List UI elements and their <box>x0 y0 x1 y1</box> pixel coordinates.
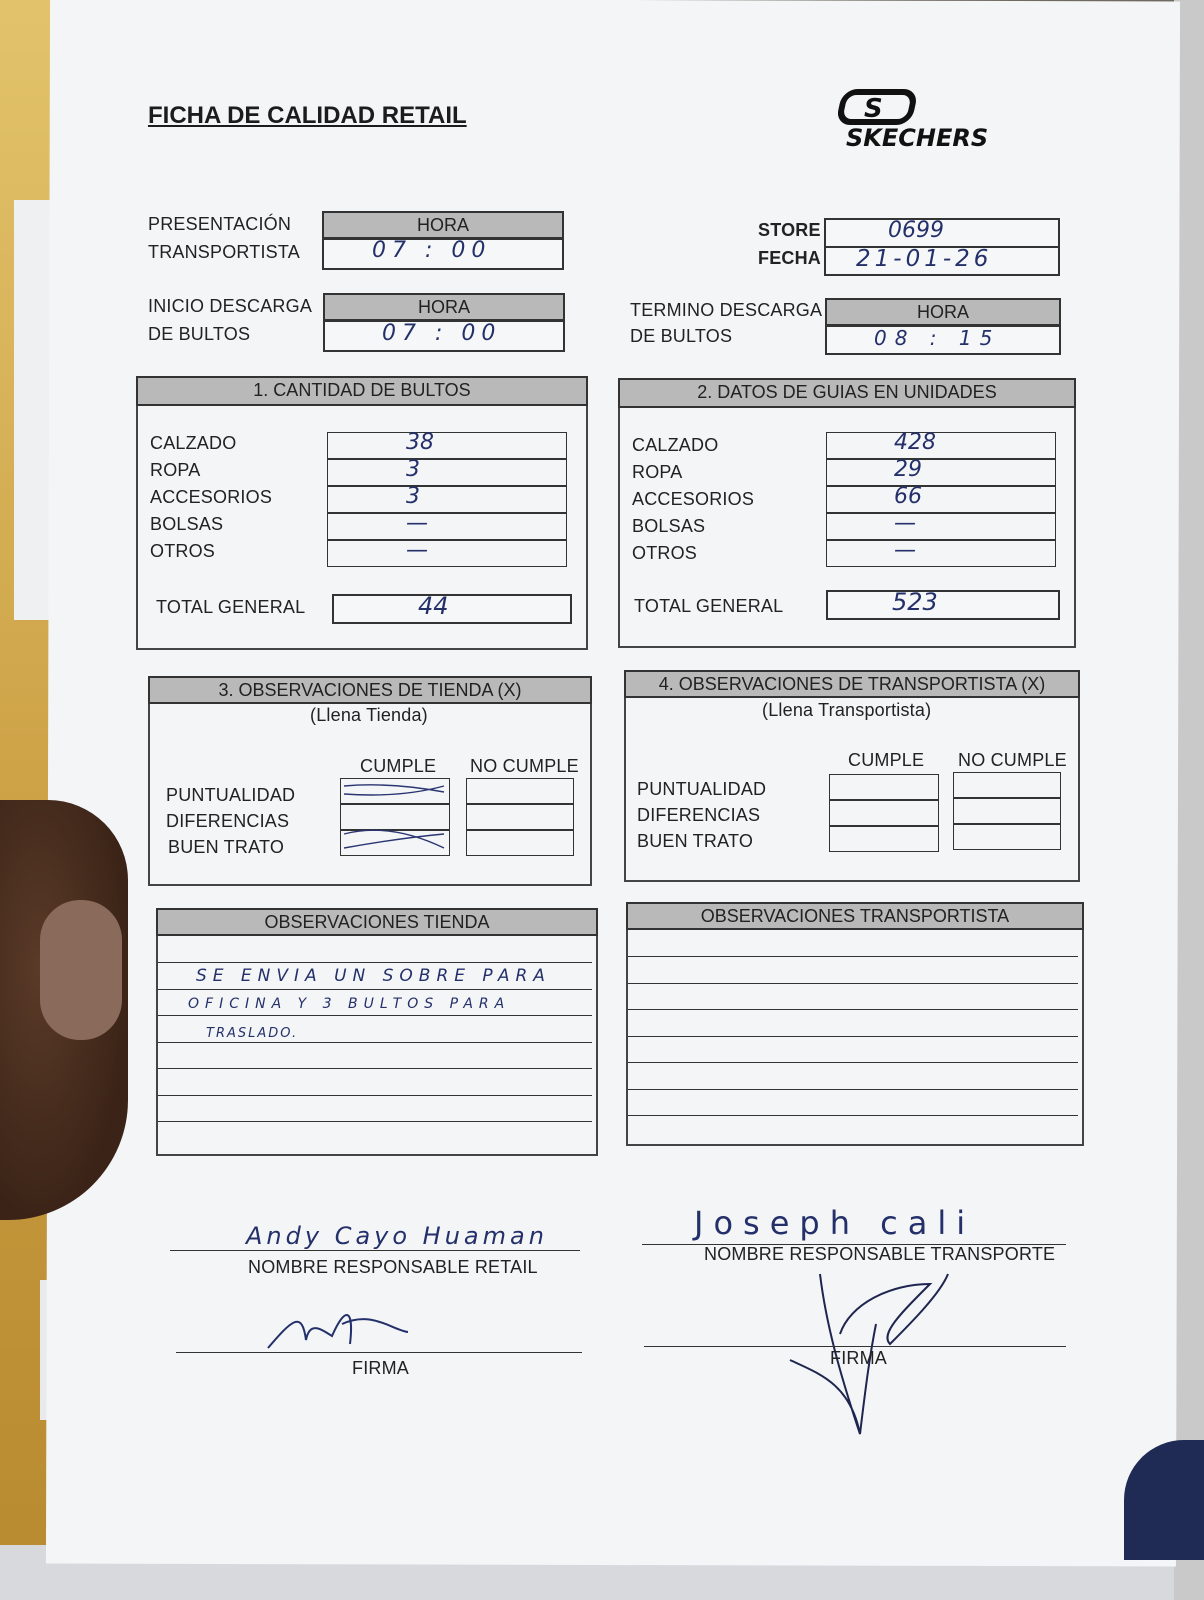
transport-name-handwritten: Joseph cali <box>694 1204 976 1242</box>
store-value: 0699 <box>888 218 944 243</box>
puntualidad-label: PUNTUALIDAD <box>637 779 767 799</box>
diferencias-cumple-checkbox[interactable] <box>829 800 939 826</box>
section2-row-field[interactable] <box>826 513 1056 540</box>
section1-row-label: CALZADO <box>150 433 237 453</box>
total-general-label: TOTAL GENERAL <box>634 596 784 616</box>
skechers-logo <box>838 88 1038 150</box>
section2-row-field[interactable] <box>826 486 1056 513</box>
ruled-line <box>628 956 1078 957</box>
buen-trato-no-cumple-checkbox[interactable] <box>466 830 574 856</box>
total-bultos-value: 44 <box>418 592 449 620</box>
observaciones-tienda-title: OBSERVACIONES TIENDA <box>156 908 598 936</box>
puntualidad-label: PUNTUALIDAD <box>166 785 296 805</box>
total-unidades-field[interactable] <box>826 590 1060 620</box>
transport-firma-line <box>644 1346 1066 1347</box>
section2-row-value: — <box>894 511 916 536</box>
total-unidades-value: 523 <box>892 588 938 616</box>
section1-row-value: 3 <box>406 457 420 482</box>
retail-signature <box>262 1300 412 1360</box>
total-bultos-field[interactable] <box>332 594 572 624</box>
ruled-line <box>158 1042 592 1043</box>
section3-subtitle: (Llena Tienda) <box>310 705 428 725</box>
section1-row-field[interactable] <box>327 459 567 486</box>
diferencias-no-cumple-checkbox[interactable] <box>466 804 574 830</box>
cumple-header: CUMPLE <box>360 756 437 776</box>
section2-row-value: 428 <box>894 430 936 455</box>
section2-row-field[interactable] <box>826 459 1056 486</box>
retail-firma-line <box>176 1352 582 1353</box>
puntualidad-cumple-checkbox[interactable] <box>829 774 939 800</box>
no-cumple-header: NO CUMPLE <box>958 750 1067 770</box>
observaciones-transportista-title: OBSERVACIONES TRANSPORTISTA <box>626 902 1084 930</box>
retail-firma-label: FIRMA <box>352 1358 409 1378</box>
puntualidad-no-cumple-checkbox[interactable] <box>466 778 574 804</box>
cumple-header: CUMPLE <box>848 750 925 770</box>
obs-tienda-line-1: SE ENVIA UN SOBRE PARA <box>196 966 551 986</box>
retail-name-handwritten: Andy Cayo Huaman <box>246 1222 548 1250</box>
cumple-check-marks <box>340 778 450 858</box>
fecha-value: 21-01-26 <box>856 246 993 272</box>
presentacion-hora-value: 07 : 00 <box>372 238 492 263</box>
inicio-descarga-label: INICIO DESCARGA <box>148 296 313 316</box>
ruled-line <box>158 962 592 963</box>
section1-row-label: OTROS <box>150 541 216 561</box>
section2-row-label: CALZADO <box>632 435 719 455</box>
section1-row-value: — <box>406 538 428 563</box>
ruled-line <box>628 1062 1078 1063</box>
ruled-line <box>158 1121 592 1122</box>
buen-trato-cumple-checkbox[interactable] <box>829 826 939 852</box>
diferencias-label: DIFERENCIAS <box>637 805 761 825</box>
termino-descarga-label: TERMINO DESCARGA <box>630 300 823 320</box>
buen-trato-no-cumple-checkbox[interactable] <box>953 824 1061 850</box>
presentacion-label: PRESENTACIÓN <box>148 214 292 234</box>
inicio-hora-value: 07 : 00 <box>382 321 502 346</box>
thumb <box>40 900 122 1040</box>
obs-tienda-line-2: OFICINA Y 3 BULTOS PARA <box>188 996 511 1012</box>
obs-tienda-line-3: TRASLADO. <box>206 1026 299 1041</box>
store-label: STORE <box>758 220 821 240</box>
section1-row-value: — <box>406 511 428 536</box>
section1-row-value: 38 <box>406 430 434 455</box>
ruled-line <box>628 1036 1078 1037</box>
form-title: FICHA DE CALIDAD RETAIL <box>148 102 467 129</box>
section1-row-value: 3 <box>406 484 420 509</box>
section1-row-label: BOLSAS <box>150 514 224 534</box>
section2-row-value: 66 <box>894 484 922 509</box>
no-cumple-header: NO CUMPLE <box>470 756 579 776</box>
total-general-label: TOTAL GENERAL <box>156 597 306 617</box>
section1-row-label: ROPA <box>150 460 201 480</box>
svg-text:S: S <box>864 94 883 124</box>
fecha-label: FECHA <box>758 248 821 268</box>
hora-header: HORA <box>322 211 564 239</box>
ruled-line <box>628 1009 1078 1010</box>
brand-text: SKECHERS <box>846 124 989 150</box>
section1-row-field[interactable] <box>327 486 567 513</box>
buen-trato-label: BUEN TRATO <box>637 831 754 851</box>
diferencias-label: DIFERENCIAS <box>166 811 290 831</box>
section2-row-label: BOLSAS <box>632 516 706 536</box>
ruled-line <box>158 1015 592 1016</box>
transportista-label: TRANSPORTISTA <box>148 242 300 262</box>
section2-row-label: ROPA <box>632 462 683 482</box>
termino-bultos-label: DE BULTOS <box>630 326 733 346</box>
transport-firma-label: FIRMA <box>830 1348 887 1368</box>
hora-header: HORA <box>825 298 1061 326</box>
transport-name-label: NOMBRE RESPONSABLE TRANSPORTE <box>704 1244 1056 1264</box>
section2-row-field[interactable] <box>826 432 1056 459</box>
section1-row-field[interactable] <box>327 432 567 459</box>
ruled-line <box>158 989 592 990</box>
ruled-line <box>158 1068 592 1069</box>
section1-title: 1. CANTIDAD DE BULTOS <box>136 376 588 406</box>
ruled-line <box>158 1095 592 1096</box>
hora-header: HORA <box>323 293 565 321</box>
section2-row-field[interactable] <box>826 540 1056 567</box>
section1-row-field[interactable] <box>327 540 567 567</box>
section2-row-label: ACCESORIOS <box>632 489 755 509</box>
ruled-line <box>628 1089 1078 1090</box>
inicio-bultos-label: DE BULTOS <box>148 324 251 344</box>
section1-row-label: ACCESORIOS <box>150 487 273 507</box>
buen-trato-label: BUEN TRATO <box>168 837 285 857</box>
retail-name-label: NOMBRE RESPONSABLE RETAIL <box>248 1257 538 1277</box>
section2-row-value: — <box>894 538 916 563</box>
ruled-line <box>628 983 1078 984</box>
termino-hora-value: 08 : 15 <box>874 326 1001 350</box>
section4-title: 4. OBSERVACIONES DE TRANSPORTISTA (X) <box>624 670 1080 698</box>
retail-name-line <box>170 1250 580 1251</box>
section3-title: 3. OBSERVACIONES DE TIENDA (X) <box>148 676 592 704</box>
ruled-line <box>628 1115 1078 1116</box>
observaciones-transportista-box[interactable] <box>626 902 1084 1146</box>
puntualidad-no-cumple-checkbox[interactable] <box>953 772 1061 798</box>
section2-row-value: 29 <box>894 457 922 482</box>
diferencias-no-cumple-checkbox[interactable] <box>953 798 1061 824</box>
section2-title: 2. DATOS DE GUIAS EN UNIDADES <box>618 378 1076 408</box>
section1-row-field[interactable] <box>327 513 567 540</box>
section2-row-label: OTROS <box>632 543 698 563</box>
section4-subtitle: (Llena Transportista) <box>762 700 932 720</box>
